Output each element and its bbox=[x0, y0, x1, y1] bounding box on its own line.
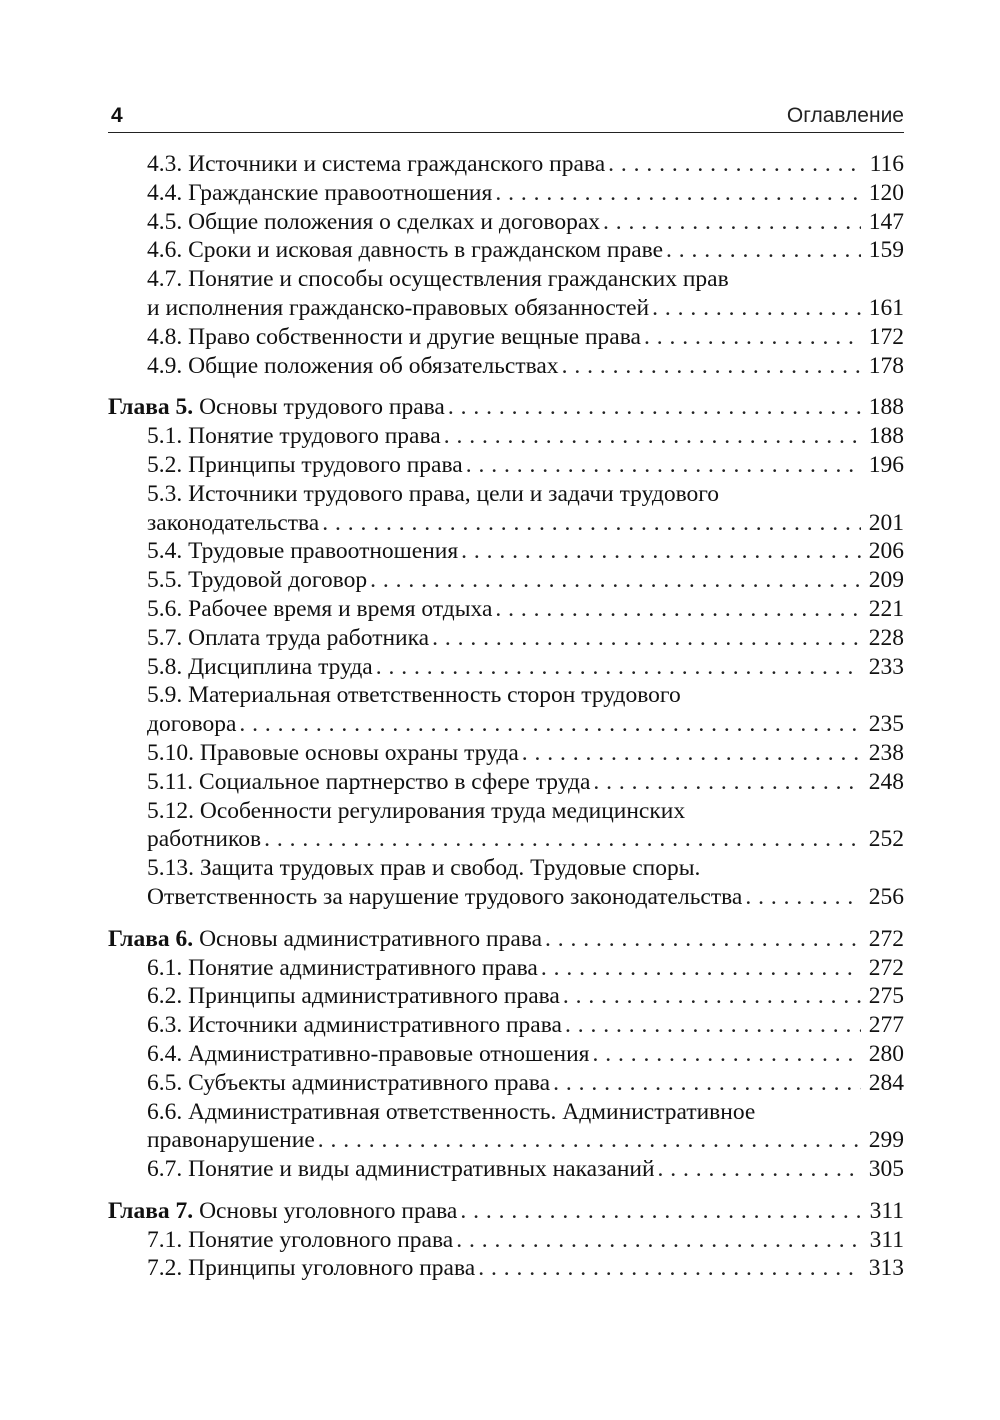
toc-section-number: 6.5. bbox=[147, 1069, 183, 1096]
toc-page-number: 275 bbox=[868, 983, 904, 1010]
dot-leader bbox=[495, 179, 861, 208]
toc-section-entry[interactable] bbox=[108, 1069, 904, 1098]
toc-section-number: 5.1. bbox=[147, 423, 183, 450]
page-header bbox=[108, 100, 904, 133]
toc-section-number: 4.7. bbox=[147, 266, 183, 293]
toc-entry-title-continuation: правонарушение bbox=[147, 1127, 315, 1154]
toc-entry-title: Источники административного права bbox=[188, 1012, 562, 1039]
dot-leader bbox=[466, 451, 861, 480]
dot-leader bbox=[444, 422, 861, 451]
toc-section-entry[interactable] bbox=[108, 653, 904, 682]
toc-page-number: 221 bbox=[868, 595, 904, 622]
toc-entry-title-continuation: Ответственность за нарушение трудового законодательства bbox=[147, 883, 743, 910]
toc-section-number: 5.6. bbox=[147, 595, 183, 622]
toc-entry-title: Оплата труда работника bbox=[188, 624, 430, 651]
dot-leader bbox=[608, 150, 861, 179]
toc-entry-title-continuation: работников bbox=[147, 826, 262, 853]
toc-page-number: 201 bbox=[868, 509, 904, 536]
toc-section-number: 4.5. bbox=[147, 208, 183, 235]
toc-entry-title: Право собственности и другие вещные права bbox=[188, 323, 641, 350]
dot-leader bbox=[495, 595, 861, 624]
toc-page-number: 209 bbox=[868, 567, 904, 594]
toc-entry-title: Трудовые правоотношения bbox=[188, 538, 459, 565]
dot-leader bbox=[376, 653, 861, 682]
toc-chapter-label: Глава 6. bbox=[108, 925, 194, 952]
dot-leader bbox=[478, 1254, 861, 1283]
toc-section-number: 5.2. bbox=[147, 451, 183, 478]
dot-leader bbox=[652, 294, 861, 323]
dot-leader bbox=[592, 1040, 861, 1069]
toc-page-number: 116 bbox=[869, 151, 904, 177]
toc-section-entry[interactable] bbox=[108, 595, 904, 624]
toc-entry-title: Основы уголовного права bbox=[199, 1197, 458, 1224]
toc-section-number: 6.7. bbox=[147, 1156, 183, 1183]
toc-page-number: 238 bbox=[868, 739, 904, 766]
toc-section-entry[interactable] bbox=[108, 1040, 904, 1069]
toc-section-entry[interactable] bbox=[108, 208, 904, 237]
toc-section-entry[interactable] bbox=[108, 797, 904, 855]
toc-section-number: 4.8. bbox=[147, 323, 183, 350]
toc-entry-title: Административная ответственность. Административное bbox=[188, 1098, 756, 1125]
toc-section-entry[interactable] bbox=[108, 854, 904, 912]
toc-section-number: 5.8. bbox=[147, 653, 183, 680]
toc-page-number: 235 bbox=[868, 711, 904, 738]
toc-section-entry[interactable] bbox=[108, 422, 904, 451]
toc-entry-title: Субъекты административного права bbox=[188, 1069, 551, 1096]
toc-section-entry[interactable] bbox=[108, 480, 904, 538]
toc-page-number: 161 bbox=[868, 294, 904, 321]
toc-section-number: 4.3. bbox=[147, 151, 183, 177]
toc-section-number: 4.4. bbox=[147, 179, 183, 206]
dot-leader bbox=[461, 537, 861, 566]
dot-leader bbox=[264, 825, 861, 854]
toc-section-entry[interactable] bbox=[108, 150, 904, 179]
toc-entry-title: Общие положения об обязательствах bbox=[188, 352, 559, 379]
dot-leader bbox=[448, 393, 861, 422]
toc-page-number: 233 bbox=[868, 653, 904, 680]
toc-section-number: 5.10. bbox=[147, 739, 194, 766]
dot-leader bbox=[456, 1226, 861, 1255]
toc-section-number: 5.3. bbox=[147, 480, 183, 507]
toc-section-entry[interactable] bbox=[108, 451, 904, 480]
toc-section-entry[interactable] bbox=[108, 236, 904, 265]
dot-leader bbox=[563, 982, 861, 1011]
toc-entry-title: Принципы административного права bbox=[188, 983, 560, 1010]
toc-section-entry[interactable] bbox=[108, 1155, 904, 1184]
toc-page-number: 280 bbox=[868, 1040, 904, 1067]
dot-leader bbox=[541, 954, 861, 983]
toc-section-number: 6.3. bbox=[147, 1012, 183, 1039]
toc-entry-title-continuation: и исполнения гражданско-правовых обязанностей bbox=[147, 294, 650, 321]
toc-section-number: 5.12. bbox=[147, 797, 194, 824]
toc-page-number: 172 bbox=[868, 323, 904, 350]
toc-entry-title: Правовые основы охраны труда bbox=[199, 739, 519, 766]
dot-leader bbox=[370, 566, 861, 595]
toc-entry-title: Дисциплина труда bbox=[188, 653, 373, 680]
toc-page-number: 188 bbox=[868, 423, 904, 450]
toc-entry-title: Защита трудовых прав и свобод. Трудовые споры. bbox=[199, 855, 701, 882]
toc-entry-title: Источники и система гражданского права bbox=[188, 151, 606, 177]
toc-page-number: 284 bbox=[868, 1069, 904, 1096]
dot-leader bbox=[603, 208, 861, 237]
toc-page-number: 120 bbox=[868, 179, 904, 206]
toc-section-number: 5.13. bbox=[147, 855, 194, 882]
toc-section-number: 6.1. bbox=[147, 954, 183, 981]
toc-entry-title-continuation: договора bbox=[147, 711, 237, 738]
running-head: Оглавление bbox=[786, 104, 904, 127]
toc-entry-title: Социальное партнерство в сфере труда bbox=[199, 768, 591, 795]
toc-entry-title: Рабочее время и время отдыха bbox=[188, 595, 493, 622]
toc-section-number: 7.2. bbox=[147, 1255, 183, 1282]
toc-section-entry[interactable] bbox=[108, 739, 904, 768]
toc-entry-title: Понятие трудового права bbox=[188, 423, 441, 450]
toc-entry-title: Административно-правовые отношения bbox=[188, 1040, 590, 1067]
toc-section-entry[interactable] bbox=[108, 1011, 904, 1040]
dot-leader bbox=[593, 768, 861, 797]
toc-section-entry[interactable] bbox=[108, 323, 904, 352]
toc-entry-title: Трудовой договор bbox=[188, 567, 368, 594]
toc-section-number: 6.4. bbox=[147, 1040, 183, 1067]
dot-leader bbox=[522, 739, 861, 768]
toc-entry-title: Гражданские правоотношения bbox=[188, 179, 493, 206]
toc-section-entry[interactable] bbox=[108, 179, 904, 208]
toc-section-entry[interactable] bbox=[108, 265, 904, 323]
toc-page-number: 252 bbox=[868, 826, 904, 853]
toc-page-number: 248 bbox=[868, 768, 904, 795]
toc-section-entry[interactable] bbox=[108, 624, 904, 653]
toc-section-entry[interactable] bbox=[108, 566, 904, 595]
toc-chapter-entry[interactable] bbox=[108, 393, 904, 422]
toc-entry-title: Особенности регулирования труда медицинских bbox=[199, 797, 686, 824]
toc-page-number: 196 bbox=[868, 451, 904, 478]
toc-page-number: 272 bbox=[868, 954, 904, 981]
toc-section-number: 5.5. bbox=[147, 567, 183, 594]
toc-page-number: 206 bbox=[868, 538, 904, 565]
toc-section-number: 5.7. bbox=[147, 624, 183, 651]
toc-section-entry[interactable] bbox=[108, 352, 904, 381]
toc-chapter-entry[interactable] bbox=[108, 925, 904, 954]
dot-leader bbox=[553, 1069, 861, 1098]
toc-section-number: 5.11. bbox=[147, 768, 194, 795]
toc-entry-title: Сроки и исковая давность в гражданском праве bbox=[188, 237, 664, 264]
toc-entry-title: Общие положения о сделках и договорах bbox=[188, 208, 600, 235]
page-number: 4 bbox=[111, 104, 123, 127]
toc-entry-title: Понятие уголовного права bbox=[188, 1226, 454, 1253]
toc-page-number: 272 bbox=[868, 925, 904, 952]
toc-page-number: 277 bbox=[868, 1012, 904, 1039]
toc-section-number: 7.1. bbox=[147, 1226, 183, 1253]
toc-page-number: 159 bbox=[868, 237, 904, 264]
toc-section-entry[interactable] bbox=[108, 1098, 904, 1156]
toc-entry-title: Принципы трудового права bbox=[188, 451, 463, 478]
toc-page-number: 178 bbox=[868, 352, 904, 379]
dot-leader bbox=[565, 1011, 861, 1040]
toc-section-number: 5.4. bbox=[147, 538, 183, 565]
toc-section-entry[interactable] bbox=[108, 982, 904, 1011]
dot-leader bbox=[658, 1155, 861, 1184]
toc-entry-title: Основы административного права bbox=[199, 925, 543, 952]
toc-section-entry[interactable] bbox=[108, 768, 904, 797]
dot-leader bbox=[432, 624, 861, 653]
toc-page-number: 188 bbox=[868, 394, 904, 421]
toc-section-number: 6.2. bbox=[147, 983, 183, 1010]
dot-leader bbox=[562, 352, 861, 381]
toc-entry-title-continuation: законодательства bbox=[147, 509, 320, 536]
toc-entry-title: Понятие административного права bbox=[188, 954, 538, 981]
toc-section-entry[interactable] bbox=[108, 681, 904, 739]
dot-leader bbox=[745, 883, 861, 912]
table-of-contents bbox=[108, 150, 904, 1283]
toc-section-number: 4.9. bbox=[147, 352, 183, 379]
toc-page-number: 311 bbox=[869, 1197, 904, 1224]
toc-page-number: 305 bbox=[868, 1156, 904, 1183]
dot-leader bbox=[322, 509, 861, 538]
toc-chapter-entry[interactable] bbox=[108, 1197, 904, 1226]
toc-page-number: 299 bbox=[868, 1127, 904, 1154]
toc-page-number: 311 bbox=[869, 1226, 904, 1253]
toc-page-number: 147 bbox=[868, 208, 904, 235]
toc-chapter-label: Глава 5. bbox=[108, 394, 194, 421]
toc-section-number: 4.6. bbox=[147, 237, 183, 264]
toc-entry-title: Основы трудового права bbox=[199, 394, 445, 421]
toc-page-number: 256 bbox=[868, 883, 904, 910]
toc-section-entry[interactable] bbox=[108, 537, 904, 566]
dot-leader bbox=[318, 1126, 861, 1155]
toc-section-entry[interactable] bbox=[108, 1254, 904, 1283]
toc-entry-title: Принципы уголовного права bbox=[188, 1255, 476, 1282]
dot-leader bbox=[239, 710, 861, 739]
dot-leader bbox=[644, 323, 861, 352]
toc-entry-title: Понятие и способы осуществления гражданских прав bbox=[188, 266, 729, 293]
toc-section-entry[interactable] bbox=[108, 954, 904, 983]
toc-entry-title: Источники трудового права, цели и задачи трудового bbox=[188, 480, 720, 507]
toc-section-entry[interactable] bbox=[108, 1226, 904, 1255]
toc-chapter-label: Глава 7. bbox=[108, 1197, 194, 1224]
toc-page-number: 313 bbox=[868, 1255, 904, 1282]
toc-page-number: 228 bbox=[868, 624, 904, 651]
toc-section-number: 5.9. bbox=[147, 682, 183, 709]
dot-leader bbox=[666, 236, 861, 265]
toc-entry-title: Понятие и виды административных наказаний bbox=[188, 1156, 655, 1183]
toc-section-number: 6.6. bbox=[147, 1098, 183, 1125]
toc-entry-title: Материальная ответственность сторон трудового bbox=[188, 682, 681, 709]
dot-leader bbox=[460, 1197, 861, 1226]
dot-leader bbox=[545, 925, 861, 954]
